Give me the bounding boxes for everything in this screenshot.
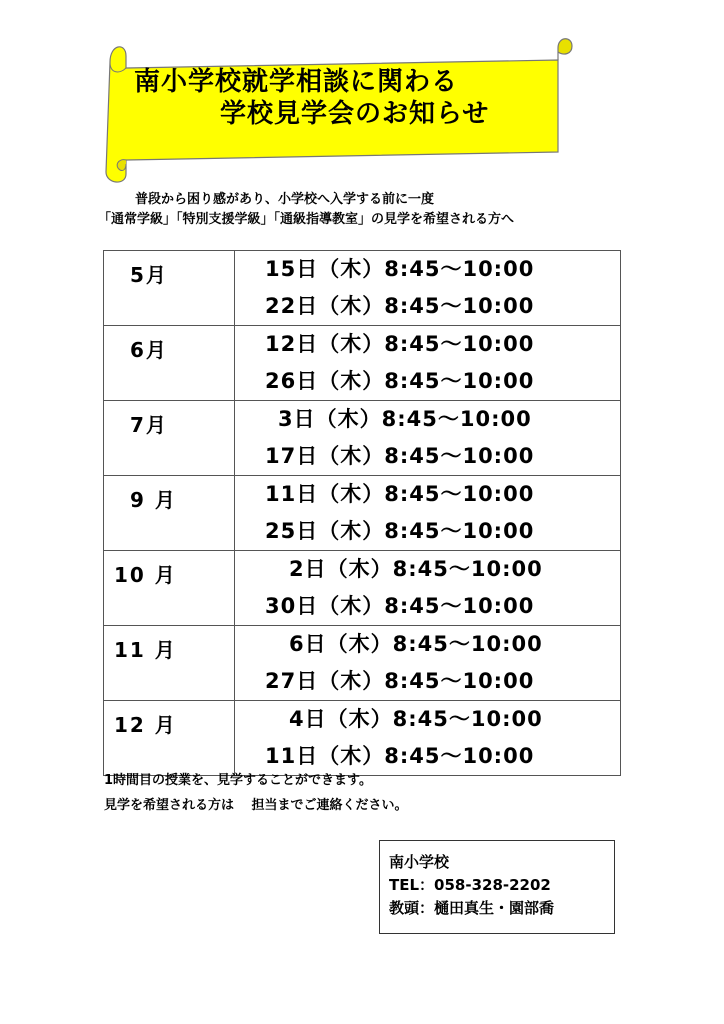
date-entry: 3日（木）8:45～10:00	[278, 407, 532, 431]
month-cell: 5月	[104, 251, 235, 326]
notes	[104, 768, 408, 818]
contact-tel: TEL：058-328-2202	[389, 876, 551, 894]
note-line: 1時間目の授業を、見学することができます。	[104, 773, 373, 788]
schedule-row	[104, 551, 621, 626]
schedule-row	[104, 401, 621, 476]
date-entry: 25日（木）8:45～10:00	[265, 518, 535, 543]
dates-cell	[235, 326, 621, 401]
schedule-row	[104, 251, 621, 326]
month-cell: 12 月	[104, 701, 235, 776]
schedule-row	[104, 626, 621, 701]
contact-school: 南小学校	[389, 853, 450, 871]
month-cell: 10 月	[104, 551, 235, 626]
month-cell: 7月	[104, 401, 235, 476]
date-entry: 2日（木）8:45～10:00	[289, 557, 543, 581]
date-entry: 12日（木）8:45～10:00	[265, 332, 535, 356]
schedule-table	[103, 250, 621, 776]
contact-staff: 教頭：樋田真生・園部喬	[389, 899, 555, 917]
schedule-row	[104, 701, 621, 776]
dates-cell	[235, 401, 621, 476]
date-entry: 27日（木）8:45～10:00	[265, 668, 535, 693]
month-cell: 11 月	[104, 626, 235, 701]
date-entry: 11日（木）8:45～10:00	[265, 743, 535, 768]
dates-cell	[235, 701, 621, 776]
date-entry: 15日（木）8:45～10:00	[265, 257, 535, 281]
contact-box	[379, 840, 615, 934]
month-cell: 6月	[104, 326, 235, 401]
note-line: 見学を希望される方は 担当までご連絡ください。	[104, 798, 408, 813]
month-cell: 9 月	[104, 476, 235, 551]
banner-title-line1: 南小学校就学相談に関わる	[134, 67, 459, 97]
dates-cell	[235, 476, 621, 551]
dates-cell	[235, 251, 621, 326]
date-entry: 11日（木）8:45～10:00	[265, 482, 535, 506]
schedule-row	[104, 326, 621, 401]
dates-cell	[235, 626, 621, 701]
banner-title	[134, 66, 554, 130]
schedule-row	[104, 476, 621, 551]
dates-cell	[235, 551, 621, 626]
banner-title-line2: 学校見学会のお知らせ	[220, 99, 490, 129]
date-entry: 17日（木）8:45～10:00	[265, 443, 535, 468]
intro-line2: 「通常学級」「特別支援学級」「通級指導教室」の見学を希望される方へ	[98, 212, 515, 227]
intro-line1: 普段から困り感があり、小学校へ入学する前に一度	[135, 192, 435, 207]
date-entry: 22日（木）8:45～10:00	[265, 293, 535, 318]
date-entry: 30日（木）8:45～10:00	[265, 593, 535, 618]
date-entry: 26日（木）8:45～10:00	[265, 368, 535, 393]
intro-text	[100, 190, 640, 230]
date-entry: 4日（木）8:45～10:00	[289, 707, 543, 731]
date-entry: 6日（木）8:45～10:00	[289, 632, 543, 656]
